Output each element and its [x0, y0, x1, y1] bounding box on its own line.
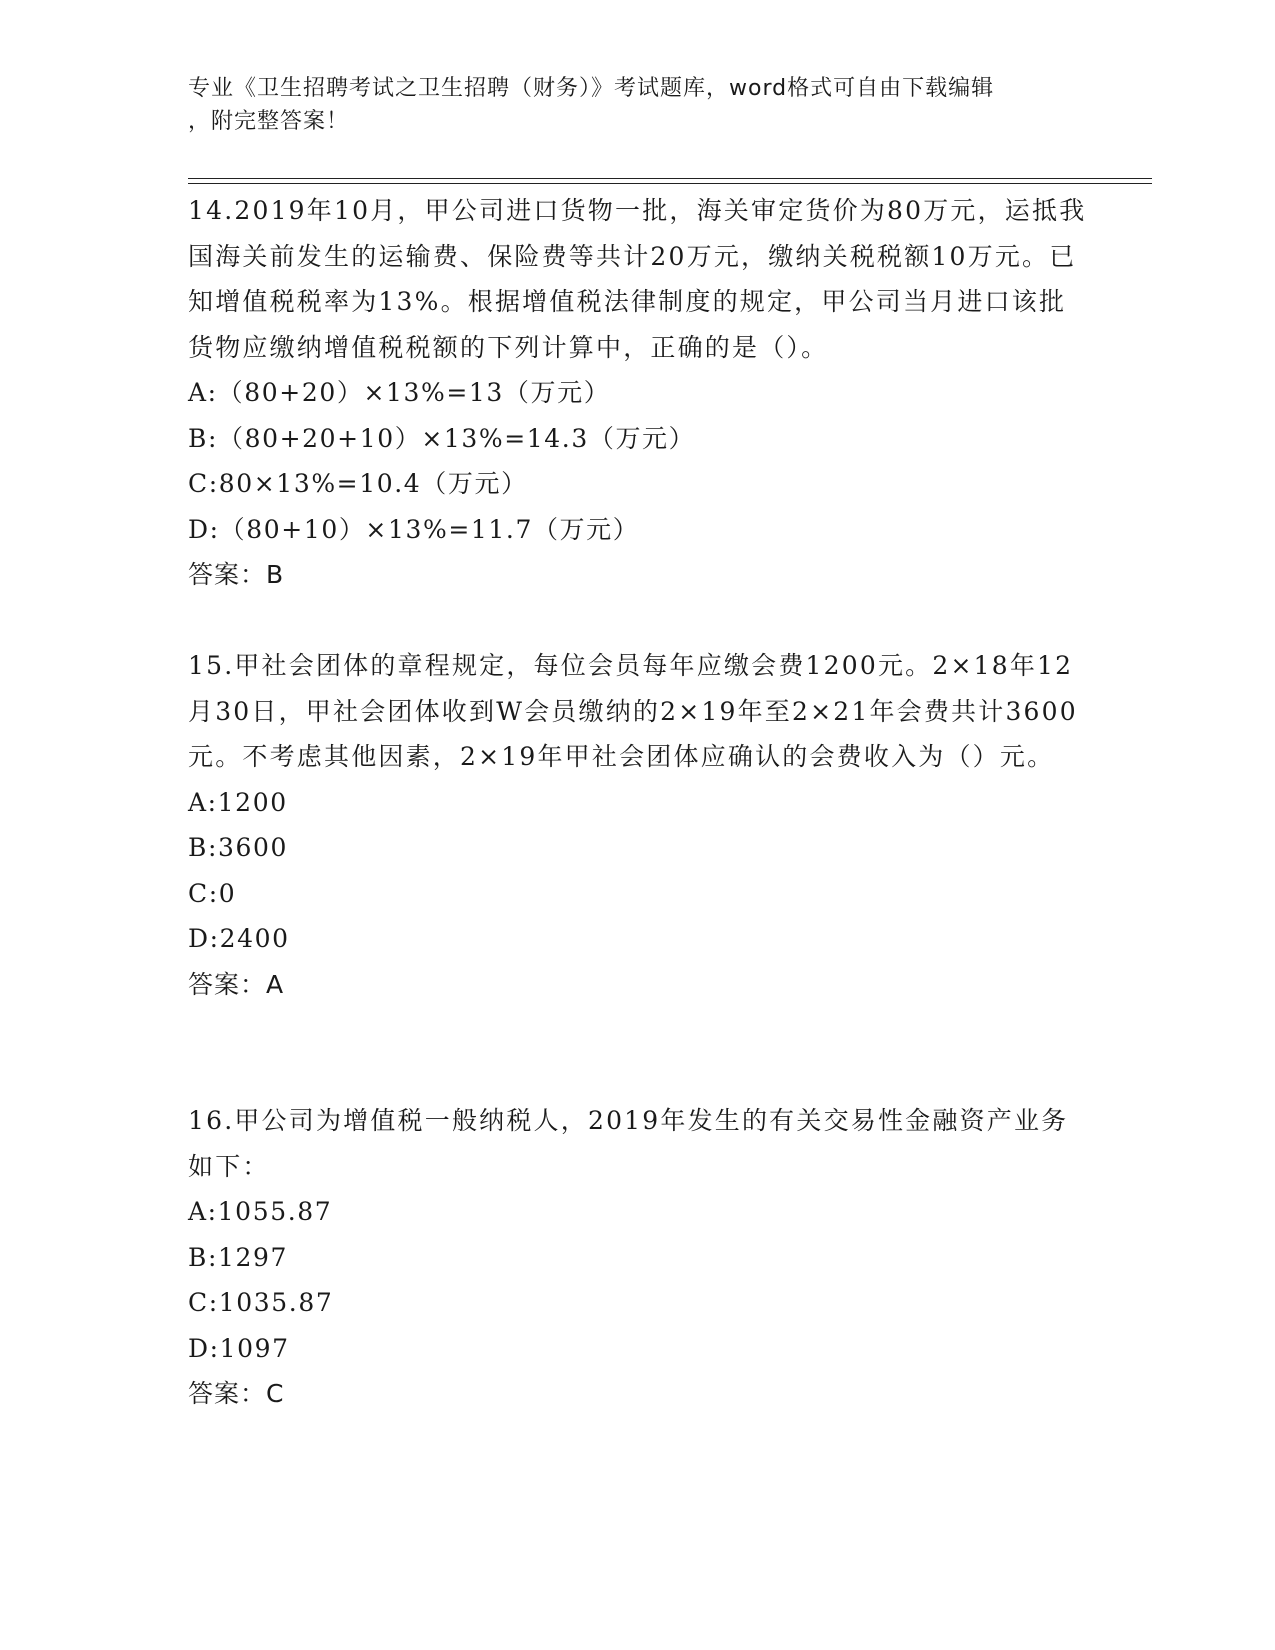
answer: 答案：A [188, 969, 285, 999]
option-d: D:（80+10）×13%=11.7（万元） [188, 514, 640, 544]
header-line-2: ，附完整答案！ [188, 109, 350, 134]
question-stem: 15.甲社会团体的章程规定，每位会员每年应缴会费1200元。2×18年12月30日，甲社会团体收到W会员缴纳的2×19年至2×21年会费共计3600元。不考虑其他因素，2×19年甲社会团体应确认的会费收入为（）元。 [188, 651, 1078, 771]
answer: 答案：B [188, 560, 285, 589]
option-b: B:3600 [188, 833, 289, 862]
answer: 答案：C [188, 1379, 285, 1408]
header-line-1: 专业《卫生招聘考试之卫生招聘（财务）》考试题库，word格式可自由下载编辑 [188, 76, 995, 101]
option-a: A:1055.87 [188, 1197, 333, 1226]
question-stem: 14.2019年10月，甲公司进口货物一批，海关审定货价为80万元，运抵我国海关前发生的运输费、保险费等共计20万元，缴纳关税税额10万元。已知增值税税率为13%。根据增值税法律制度的规定，甲公司当月进口该批货物应缴纳增值税税额的下列计算中，正确的是（）。 [188, 196, 1087, 362]
header-divider-top [188, 178, 1152, 179]
option-b: B:（80+20+10）×13%=14.3（万元） [188, 423, 696, 453]
option-d: D:1097 [188, 1333, 290, 1363]
option-d: D:2400 [188, 924, 290, 953]
question-stem: 16.甲公司为增值税一般纳税人，2019年发生的有关交易性金融资产业务如下： [188, 1106, 1069, 1181]
option-c: C:1035.87 [188, 1288, 334, 1317]
header-divider-bottom [188, 183, 1152, 184]
option-b: B:1297 [188, 1242, 289, 1272]
option-a: A:（80+20）×13%=13（万元） [188, 378, 611, 407]
question-16 [188, 1098, 1088, 1417]
option-a: A:1200 [188, 787, 288, 817]
question-14 [188, 188, 1088, 598]
option-c: C:80×13%=10.4（万元） [188, 469, 528, 498]
option-c: C:0 [188, 878, 237, 908]
document-header [188, 72, 1068, 138]
question-15 [188, 643, 1088, 1007]
